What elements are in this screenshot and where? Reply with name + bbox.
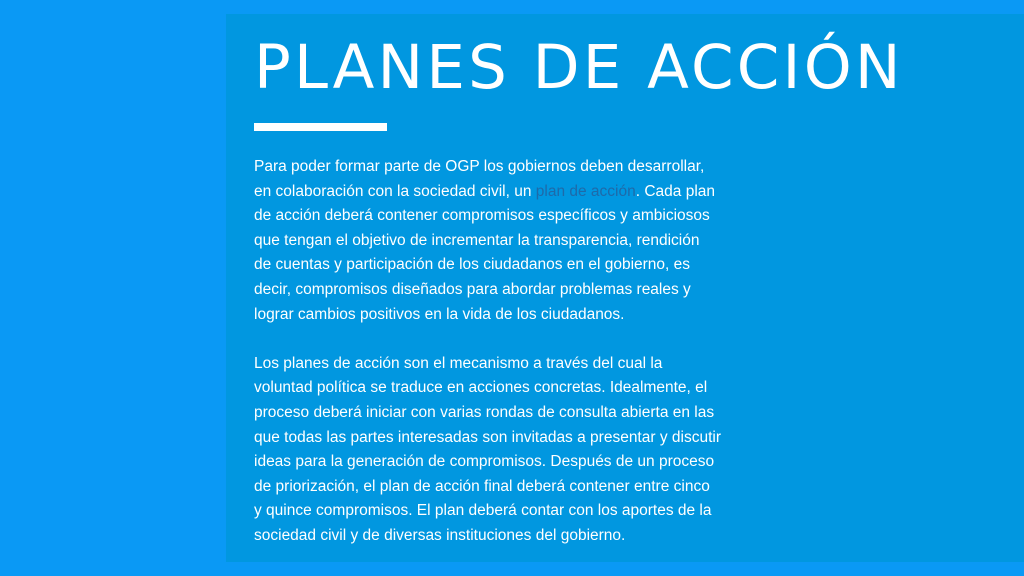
paragraph-text: . Cada plan	[635, 182, 716, 200]
paragraph-line: lograr cambios positivos en la vida de los ciudadanos.	[254, 305, 625, 323]
title-underline	[254, 123, 387, 131]
paragraph-line: de cuentas y participación de los ciudadanos en el gobierno, es	[254, 256, 691, 274]
paragraph-line: que todas las partes interesadas son invitadas a presentar y discutir	[254, 428, 721, 446]
paragraph-line: decir, compromisos diseñados para abordar problemas reales y	[254, 280, 691, 298]
paragraph-line: ideas para la generación de compromisos. Después de un proceso	[254, 453, 715, 471]
paragraph-line: Los planes de acción son el mecanismo a través del cual la	[254, 354, 663, 372]
paragraph-2	[254, 352, 764, 549]
body-text	[254, 155, 764, 549]
plan-de-accion-link[interactable]: plan de acción	[535, 182, 636, 200]
paragraph-text: en colaboración con la sociedad civil, un	[254, 182, 536, 200]
paragraph-line	[254, 180, 764, 205]
paragraph-line: proceso deberá iniciar con varias rondas de consulta abierta en las	[254, 403, 715, 421]
paragraph-line: voluntad política se traduce en acciones concretas. Idealmente, el	[254, 379, 708, 397]
paragraph-line: de acción deberá contener compromisos específicos y ambiciosos	[254, 207, 710, 225]
paragraph-line: sociedad civil y de diversas instituciones del gobierno.	[254, 526, 626, 544]
paragraph-line: de priorización, el plan de acción final deberá contener entre cinco	[254, 477, 710, 495]
content-panel	[226, 14, 1024, 562]
paragraph-1	[254, 155, 764, 327]
page-title: PLANES DE ACCIÓN	[254, 32, 904, 103]
paragraph-line: y quince compromisos. El plan deberá contar con los aportes de la	[254, 502, 712, 520]
paragraph-line: que tengan el objetivo de incrementar la transparencia, rendición	[254, 231, 700, 249]
paragraph-line: Para poder formar parte de OGP los gobiernos deben desarrollar,	[254, 158, 705, 175]
